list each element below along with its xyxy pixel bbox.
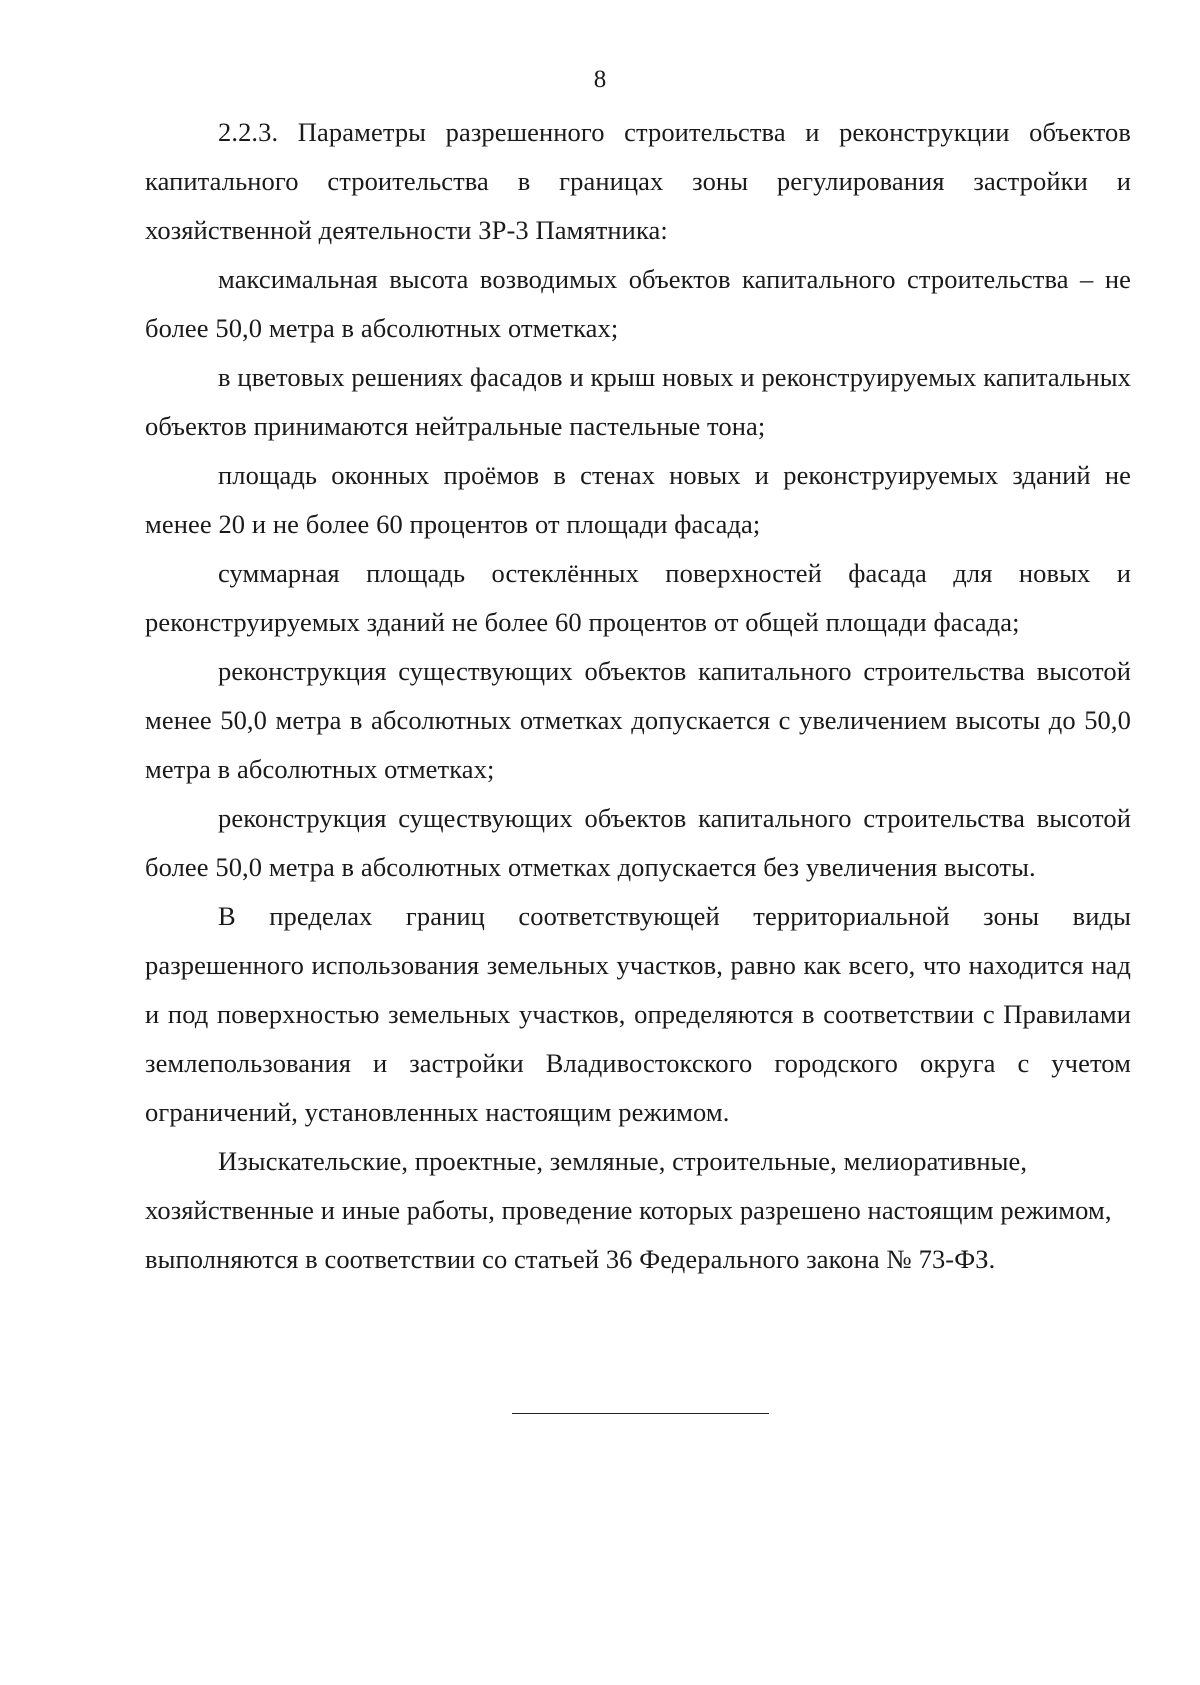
paragraph-glazing-area: суммарная площадь остеклённых поверхностей фасада для новых и реконструируемых зданий не более 60 процентов от общей площади фасада;	[145, 558, 1131, 637]
page-number: 8	[593, 66, 607, 93]
paragraph-section-heading: 2.2.3. Параметры разрешенного строительства и реконструкции объектов капитального строительства в границах зоны регулирования застройки и хозяйственной деятельности ЗР-3 Памятника:	[145, 117, 1131, 245]
paragraph-works: Изыскательские, проектные, земляные, строительные, мелиоративные, хозяйственные и иные работы, проведение которых разрешено настоящим режимом, выполняются в соответствии со статьей 36 Федерального закона № 73-ФЗ.	[145, 1146, 1112, 1274]
paragraph-color-solutions: в цветовых решениях фасадов и крыш новых и реконструируемых капитальных объектов принимаются нейтральные пастельные тона;	[145, 362, 1131, 441]
paragraph-reconstruction-above: реконструкция существующих объектов капитального строительства высотой более 50,0 метра в абсолютных отметках допускается без увеличения высоты.	[145, 803, 1131, 882]
paragraph-permitted-use: В пределах границ соответствующей территориальной зоны виды разрешенного использования земельных участков, равно как всего, что находится над и под поверхностью земельных участков, определяются в соответствии с Правилами землепользования и застройки Владивостокского городского округа с учетом ограничений, установленных настоящим режимом.	[145, 901, 1131, 1127]
paragraph-max-height: максимальная высота возводимых объектов капитального строительства – не более 50,0 метра в абсолютных отметках;	[145, 264, 1131, 343]
end-of-document-rule	[512, 1413, 769, 1414]
paragraph-window-area: площадь оконных проёмов в стенах новых и реконструируемых зданий не менее 20 и не более 60 процентов от площади фасада;	[145, 460, 1131, 539]
paragraph-reconstruction-below: реконструкция существующих объектов капитального строительства высотой менее 50,0 метра в абсолютных отметках допускается с увеличением высоты до 50,0 метра в абсолютных отметках;	[145, 656, 1131, 784]
document-body	[145, 108, 1131, 1284]
